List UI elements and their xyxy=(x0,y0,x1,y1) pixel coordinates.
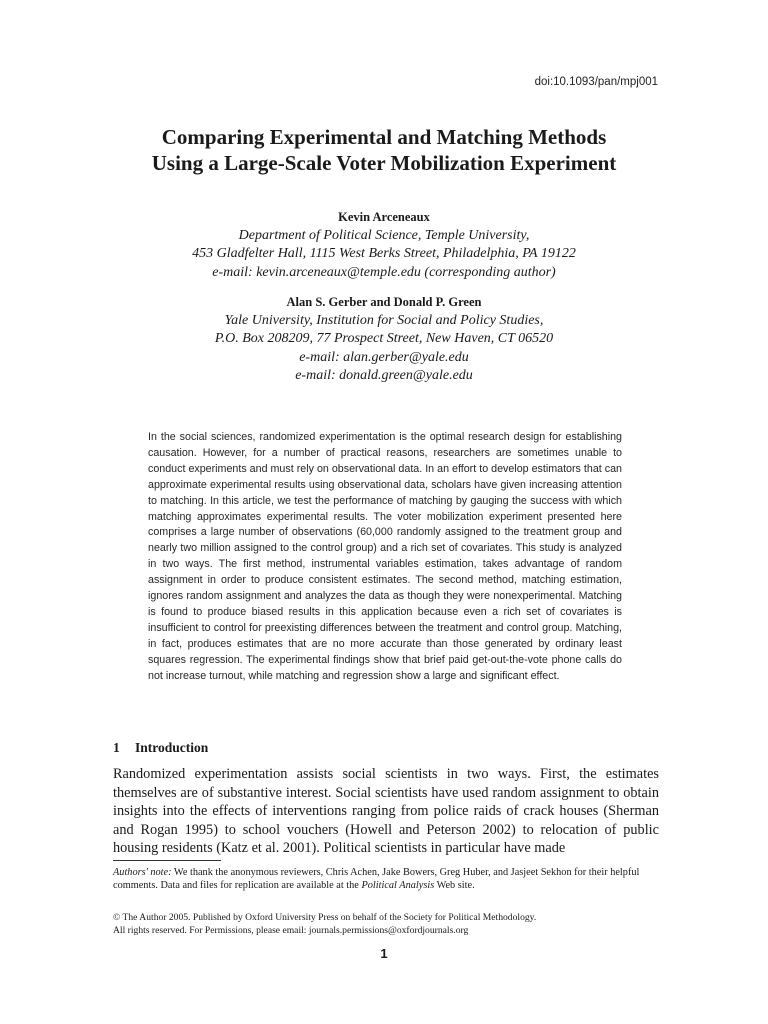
journal-name: Political Analysis xyxy=(361,880,435,892)
author-names: Alan S. Gerber and Donald P. Green xyxy=(286,295,482,309)
paper-title xyxy=(0,124,768,176)
author-block-1 xyxy=(0,208,768,282)
copyright-line-2: All rights reserved. For Permissions, please email: journals.permissions@oxfordjournals.org xyxy=(113,924,469,936)
footnote-divider xyxy=(113,860,221,861)
abstract: In the social sciences, randomized experimentation is the optimal research design for establishing causation. However, for a number of practical reasons, researchers are sometimes unable to conduct experiments and must rely on observational data. In an effort to develop estimators that can approximate experimental results using observational data, scholars have given increasing attention to matching. In this article, we test the performance of matching by gauging the success with which matching approximates experimental results. The voter mobilization experiment presented here comprises a large number of observations (60,000 randomly assigned to the treatment group and nearly two million assigned to the control group) and a rich set of covariates. This study is analyzed in two ways. The first method, instrumental variables estimation, takes advantage of random assignment in order to produce consistent estimates. The second method, matching estimation, ignores random assignment and analyzes the data as though they were nonexperimental. Matching is found to produce biased results in this application because even a rich set of covariates is insufficient to control for preexisting differences between the treatment and control group. Matching, in fact, produces estimates that are no more accurate than those generated by ordinary least squares regression. The experimental findings show that brief paid get-out-the-vote phone calls do not increase turnout, while matching and regression show a large and significant effect. xyxy=(148,431,622,682)
authors-note xyxy=(113,866,673,893)
intro-paragraph: Randomized experimentation assists social scientists in two ways. First, the estimates themselves are of substantive interest. Social scientists have used random assignment to obtain insights into the effects of interventions ranging from police raids of crack houses (Sherman and Rogan 1995) to school vouchers (Howell and Peterson 2002) to relocation of public housing residents (Katz et al. 2001). Political scientists in particular have made xyxy=(113,766,659,857)
copyright-line-1: © The Author 2005. Published by Oxford University Press on behalf of the Society for Political Methodology. xyxy=(113,912,537,923)
title-line-2: Using a Large-Scale Voter Mobilization Experiment xyxy=(151,151,617,175)
title-line-1: Comparing Experimental and Matching Methods xyxy=(161,125,607,149)
section-number: 1 xyxy=(113,740,120,755)
copyright-notice xyxy=(113,912,673,938)
authors-note-text-end: Web site. xyxy=(434,880,475,892)
authors-note-label: Authors' note: xyxy=(113,867,172,878)
section-title: Introduction xyxy=(135,740,209,755)
doi-header: doi:10.1093/pan/mpj001 xyxy=(534,76,658,88)
author-address: 453 Gladfelter Hall, 1115 West Berks Street, Philadelphia, PA 19122 xyxy=(192,246,576,261)
author-name: Kevin Arceneaux xyxy=(338,210,430,224)
author-affiliation: Department of Political Science, Temple University, xyxy=(238,227,530,243)
author-email: e-mail: alan.gerber@yale.edu xyxy=(299,349,469,365)
author-address: P.O. Box 208209, 77 Prospect Street, New Haven, CT 06520 xyxy=(214,331,554,346)
page-number: 1 xyxy=(380,946,388,961)
author-email: e-mail: kevin.arceneaux@temple.edu (corresponding author) xyxy=(212,264,556,280)
authors-note-text: We thank the anonymous reviewers, Chris Achen, Jake Bowers, Greg Huber, and Jasjeet Sekhon for their helpful comments. Data and files for replication are available at the xyxy=(113,867,640,892)
author-affiliation: Yale University, Institution for Social and Policy Studies, xyxy=(224,312,544,328)
author-block-2 xyxy=(0,293,768,386)
section-heading xyxy=(113,740,208,756)
author-email: e-mail: donald.green@yale.edu xyxy=(295,368,473,383)
